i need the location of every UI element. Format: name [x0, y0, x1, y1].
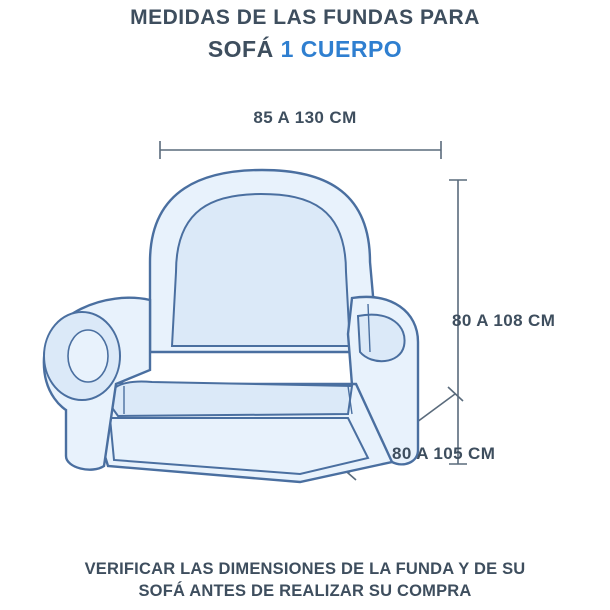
- width-dimension-label: 85 A 130 CM: [253, 108, 357, 127]
- footer-line-2: SOFÁ ANTES DE REALIZAR SU COMPRA: [138, 582, 472, 600]
- footer-line-1: VERIFICAR LAS DIMENSIONES DE LA FUNDA Y DE SU: [84, 560, 526, 578]
- backrest-cushion: [172, 194, 350, 346]
- arm-left-roll-inner: [68, 330, 108, 382]
- title-body-count: 1 CUERPO: [280, 36, 403, 62]
- sofa-diagram: [0, 84, 610, 504]
- depth-dimension-label: 80 A 105 CM: [392, 444, 496, 463]
- title-line-2: [0, 34, 610, 64]
- seat-cushion: [108, 382, 352, 416]
- sofa-illustration: [0, 84, 610, 504]
- footer-note: [0, 558, 610, 602]
- title-sofa-word: SOFÁ: [207, 36, 274, 62]
- armchair-shape: [44, 170, 418, 482]
- page-title: [0, 4, 610, 64]
- title-line-1: MEDIDAS DE LAS FUNDAS PARA: [130, 6, 480, 29]
- height-dimension-label: 80 A 108 CM: [452, 311, 556, 330]
